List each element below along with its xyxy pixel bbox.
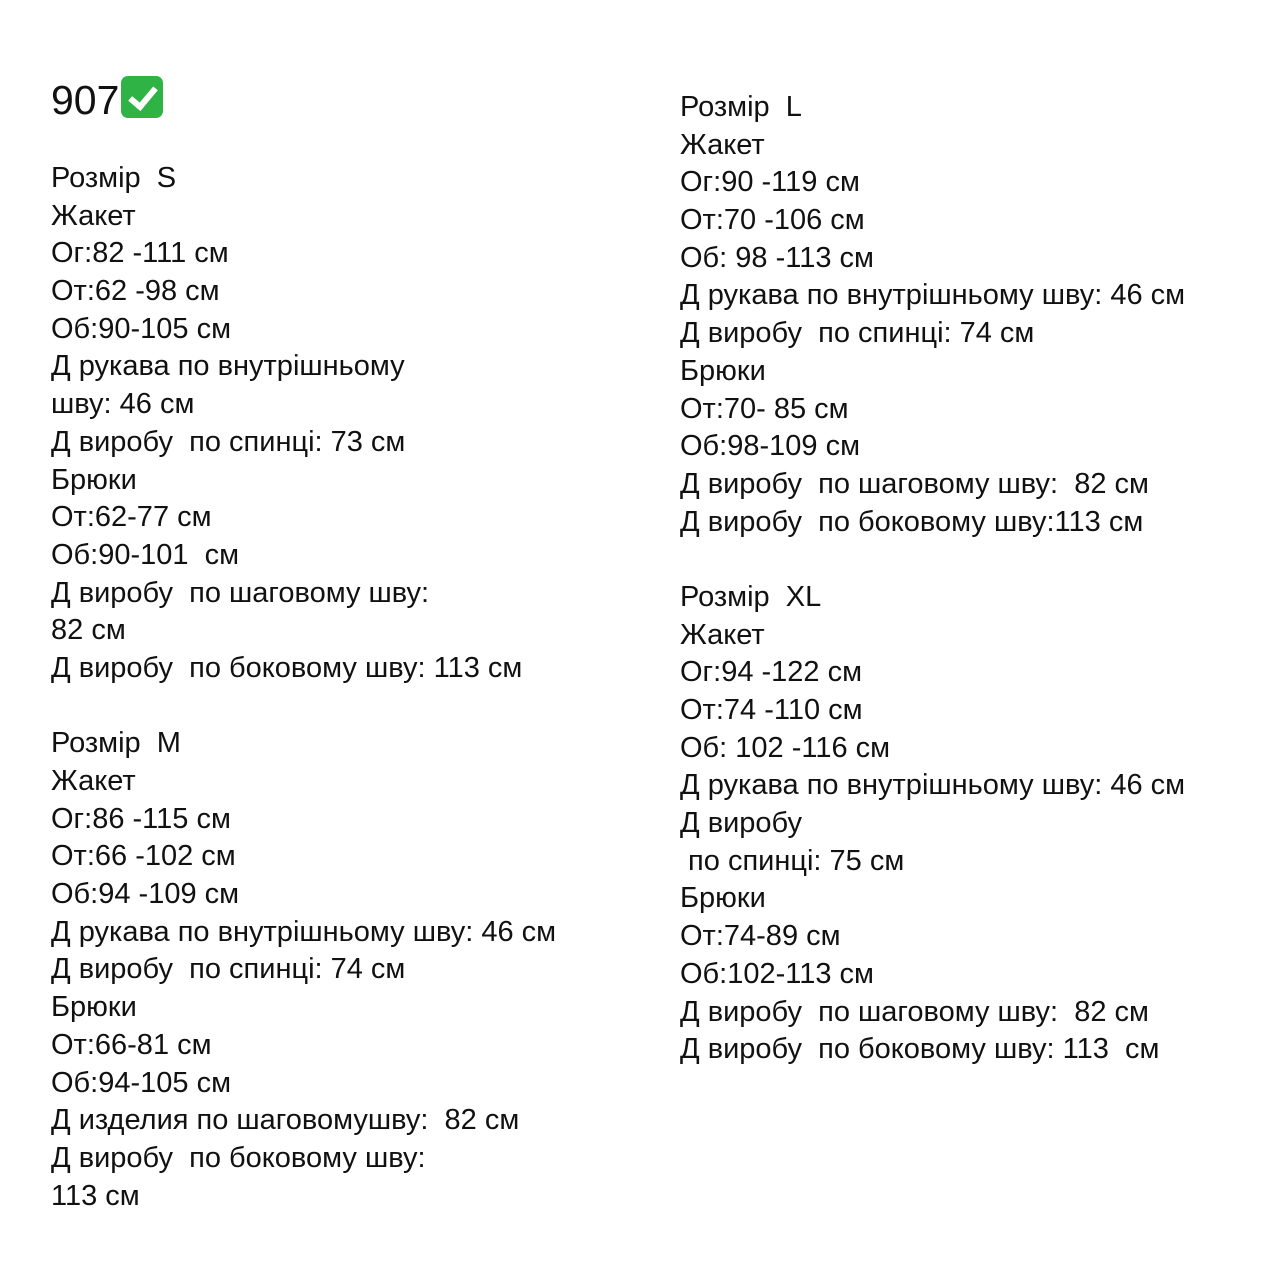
section-label: Жакет	[51, 199, 136, 232]
measurement-line: Об:102-113 см	[680, 957, 874, 990]
check-mark-icon	[121, 76, 163, 118]
measurement-line: От:70- 85 см	[680, 392, 849, 425]
measurement-line: Ог:82 -111 см	[51, 237, 229, 270]
measurement-line: по спинці: 75 см	[680, 844, 905, 877]
section-label: Брюки	[51, 991, 137, 1024]
measurement-line: Об: 102 -116 см	[680, 731, 891, 764]
measurement-line: Об:94-105 см	[51, 1066, 232, 1099]
measurement-line: От:62 -98 см	[51, 275, 220, 308]
measurement-line: Д виробу	[680, 807, 803, 840]
measurement-line: Д рукава по внутрішньому шву: 46 см	[51, 915, 557, 948]
measurement-line: Об:94 -109 см	[51, 878, 240, 911]
measurement-line: Д виробу по боковому шву: 113 см	[680, 1033, 1160, 1066]
measurement-line: Д рукава по внутрішньому шву: 46 см	[680, 769, 1186, 802]
right-column	[680, 89, 1270, 1069]
block-spacer	[51, 688, 651, 726]
measurement-line: Ог:86 -115 см	[51, 802, 231, 835]
measurement-line: Д виробу по спинці: 74 см	[680, 317, 1035, 350]
measurement-line: Ог:94 -122 см	[680, 656, 863, 689]
size-m-block	[51, 725, 651, 1215]
measurement-line: Д виробу по боковому шву: 113 см	[51, 651, 523, 684]
measurement-line: Д виробу по спинці: 73 см	[51, 425, 406, 458]
measurement-line: Об:90-101 см	[51, 538, 240, 571]
measurement-line: От:66 -102 см	[51, 840, 236, 873]
size-s-block	[51, 160, 651, 688]
measurement-line: Д виробу по боковому шву:	[51, 1141, 426, 1174]
measurement-line: Об: 98 -113 см	[680, 241, 874, 274]
measurement-line: От:74-89 см	[680, 920, 841, 953]
section-label: Жакет	[680, 618, 765, 651]
section-label: Жакет	[51, 765, 136, 797]
measurement-line: Д виробу по спинці: 74 см	[51, 953, 406, 986]
section-label: Жакет	[680, 128, 765, 161]
left-column	[51, 160, 651, 1215]
measurement-line: Д виробу по шаговому шву: 82 см	[680, 995, 1149, 1028]
size-header: Розмір S	[51, 162, 177, 194]
size-l-block	[680, 89, 1270, 541]
measurement-line: 82 см	[51, 614, 126, 647]
measurement-line: Д виробу по шаговому шву:	[51, 576, 430, 609]
product-number: 907	[51, 77, 120, 123]
measurement-line: Д виробу по шаговому шву: 82 см	[680, 467, 1149, 500]
measurement-line: Д рукава по внутрішньому шву: 46 см	[680, 279, 1186, 312]
measurement-line: Ог:90 -119 см	[680, 166, 860, 199]
measurement-line: Об:90-105 см	[51, 312, 232, 345]
measurement-line: От:66-81 см	[51, 1028, 212, 1061]
measurement-line: От:70 -106 см	[680, 204, 865, 237]
product-code	[51, 76, 163, 124]
measurement-line: шву: 46 см	[51, 388, 195, 421]
size-header: Розмір XL	[680, 580, 822, 613]
section-label: Брюки	[680, 882, 766, 915]
section-label: Брюки	[680, 354, 766, 387]
measurement-line: Д изделия по шаговомушву: 82 см	[51, 1104, 520, 1137]
size-xl-block	[680, 579, 1270, 1069]
section-label: Брюки	[51, 463, 137, 496]
measurement-line: Д рукава по внутрішньому	[51, 350, 405, 383]
measurement-line: От:74 -110 см	[680, 694, 863, 726]
size-header: Розмір L	[680, 91, 802, 123]
measurement-line: От:62-77 см	[51, 501, 212, 534]
block-spacer	[680, 541, 1270, 579]
measurement-line: 113 см	[51, 1179, 140, 1212]
measurement-line: Д виробу по боковому шву:113 см	[680, 505, 1144, 538]
size-header: Розмір M	[51, 727, 181, 760]
measurement-line: Об:98-109 см	[680, 430, 861, 463]
